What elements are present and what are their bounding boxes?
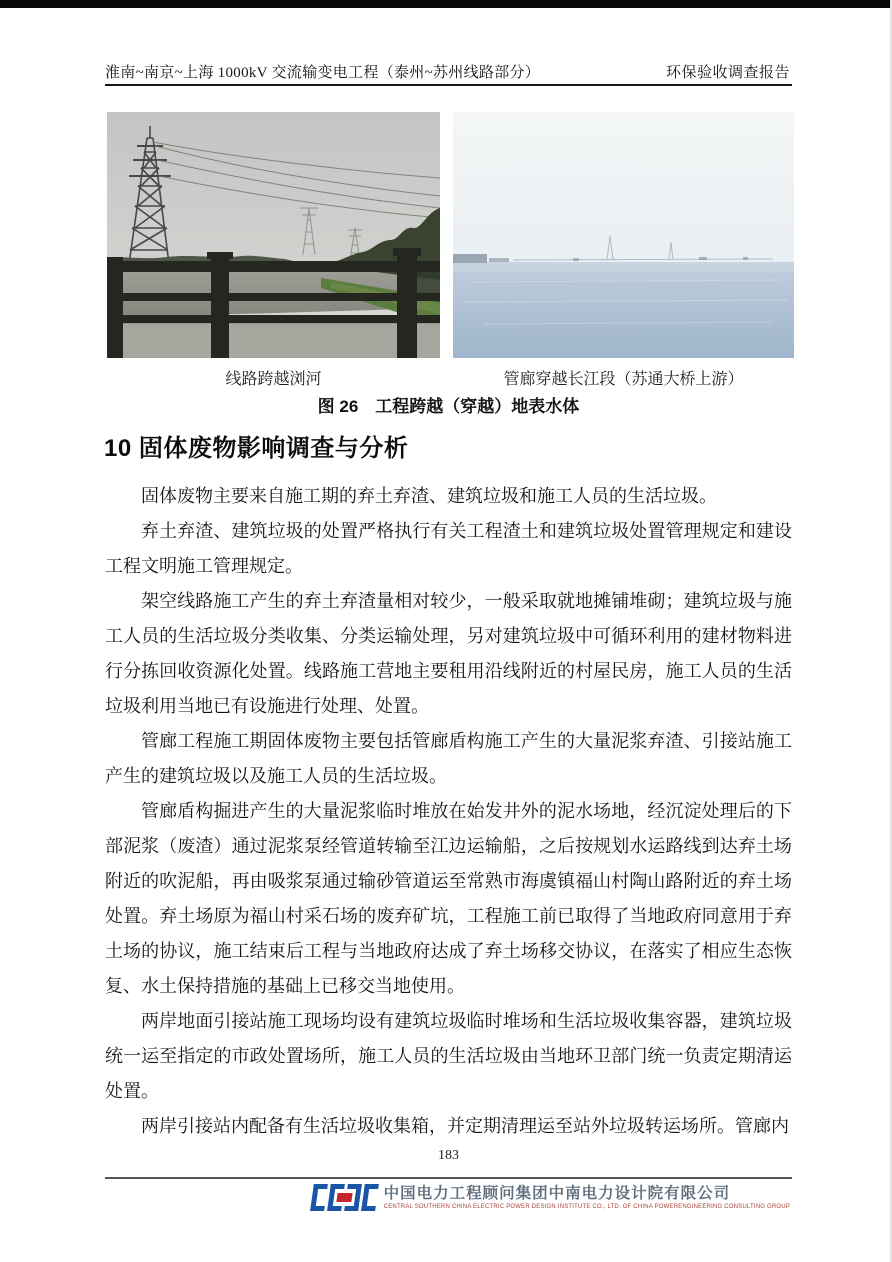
header-report-title: 环保验收调查报告 bbox=[665, 65, 790, 81]
river-photo-illustration bbox=[107, 112, 440, 358]
company-name-en: CENTRAL SOUTHERN CHINA ELECTRIC POWER DESIGN INSTITUTE CO., LTD. OF CHINA POWERENGINEERING CONSULTING GROUP bbox=[383, 1204, 790, 1210]
photo-caption-left: 线路跨越浏河 bbox=[225, 371, 322, 388]
logo-letter-c2 bbox=[361, 1184, 379, 1211]
company-name-block bbox=[384, 1184, 790, 1211]
paragraph: 两岸地面引接站施工现场均设有建筑垃圾临时堆场和生活垃圾收集容器，建筑垃圾统一运至指定的市政处置场所，施工人员的生活垃圾由当地环卫部门统一负责定期清运处置。 bbox=[105, 1011, 792, 1101]
company-logo bbox=[308, 1184, 790, 1211]
paragraph: 两岸引接站内配备有生活垃圾收集箱，并定期清理运至站外垃圾转运场所。管廊内 bbox=[141, 1116, 789, 1136]
paragraph: 管廊工程施工期固体废物主要包括管廊盾构施工产生的大量泥浆弃渣、引接站施工产生的建筑垃圾以及施工人员的生活垃圾。 bbox=[105, 731, 792, 786]
header-rule bbox=[105, 84, 792, 86]
yangtze-photo-illustration bbox=[453, 112, 794, 358]
logo-letter-c1 bbox=[310, 1184, 328, 1211]
paragraph: 弃土弃渣、建筑垃圾的处置严格执行有关工程渣土和建筑垃圾处置管理规定和建设工程文明施工管理规定。 bbox=[105, 521, 792, 576]
paragraph: 架空线路施工产生的弃土弃渣量相对较少，一般采取就地摊铺堆砌；建筑垃圾与施工人员的生活垃圾分类收集、分类运输处理，另对建筑垃圾中可循环利用的建材物料进行分拣回收资源化处置。线路施工营地主要租用沿线附近的村屋民房，施工人员的生活垃圾利用当地已有设施进行处理、处置。 bbox=[105, 591, 792, 716]
paragraph: 固体废物主要来自施工期的弃土弃渣、建筑垃圾和施工人员的生活垃圾。 bbox=[141, 486, 717, 506]
body-text bbox=[105, 479, 792, 1144]
photo-yangtze-crossing bbox=[453, 112, 794, 358]
photo-line-crossing-liu-river bbox=[107, 112, 440, 358]
figure-caption: 图 26 工程跨越（穿越）地表水体 bbox=[317, 397, 580, 416]
logo-letter-d bbox=[344, 1184, 362, 1211]
company-name-cn: 中国电力工程顾问集团中南电力设计院有限公司 bbox=[383, 1185, 731, 1202]
cedc-logo-icon bbox=[306, 1184, 379, 1211]
top-edge-bar bbox=[0, 0, 892, 8]
paragraph: 管廊盾构掘进产生的大量泥浆临时堆放在始发井外的泥水场地，经沉淀处理后的下部泥浆（废渣）通过泥浆泵经管道转输至江边运输船，之后按规划水运路线到达弃土场附近的吹泥船，再由吸浆泵通过输砂管道运至常熟市海虞镇福山村陶山路附近的弃土场处置。弃土场原为福山村采石场的废弃矿坑，工程施工前已取得了当地政府同意用于弃土场的协议，施工结束后工程与当地政府达成了弃土场移交协议，在落实了相应生态恢复、水土保持措施的基础上已移交当地使用。 bbox=[105, 801, 792, 996]
logo-letter-e bbox=[327, 1184, 345, 1211]
photo-caption-right: 管廊穿越长江段（苏通大桥上游） bbox=[503, 371, 744, 388]
header-project-title: 淮南~南京~上海 1000kV 交流输变电工程（泰州~苏州线路部分） bbox=[105, 65, 541, 81]
page-number: 183 bbox=[438, 1148, 459, 1163]
section-heading: 10 固体废物影响调查与分析 bbox=[104, 435, 409, 462]
footer-rule bbox=[105, 1177, 792, 1179]
